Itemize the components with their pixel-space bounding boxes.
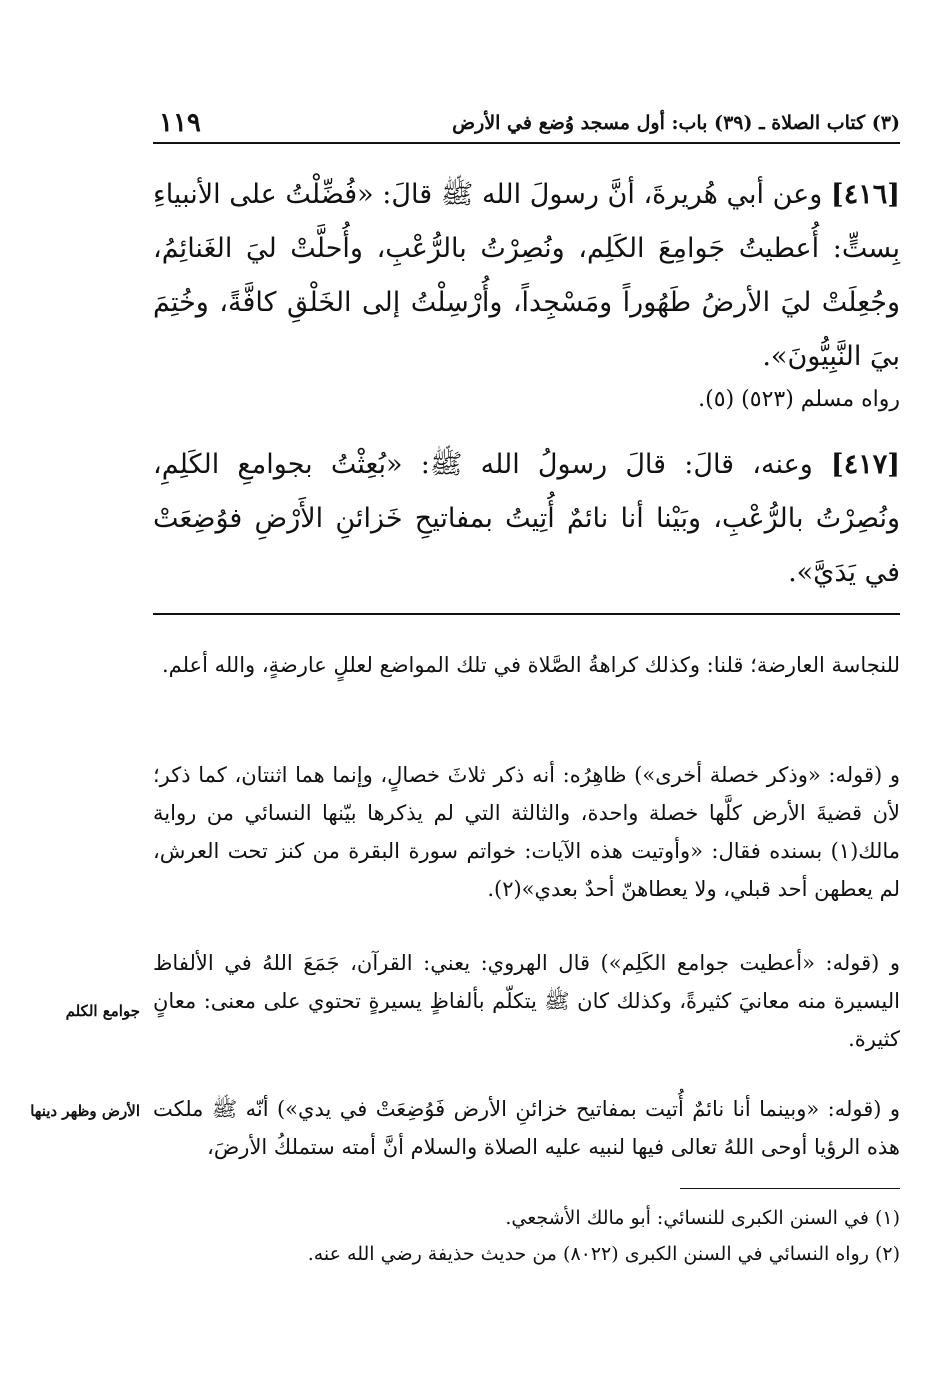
footnote: (٢) رواه النسائي في السنن الكبرى (٨٠٢٢) من حديث حذيفة رضي الله عنه. — [307, 1243, 900, 1265]
margin-note: الأرض وظهر دينها — [30, 1102, 140, 1120]
page-number: ١١٩ — [159, 108, 201, 138]
margin-note: جوامع الكلم — [65, 1002, 140, 1020]
footnotes — [153, 1200, 900, 1272]
header-rule — [153, 142, 900, 144]
commentary-paragraph: و (قوله: «وبينما أنا نائمٌ أُتيت بمفاتيح خزائنِ الأرض فَوُضِعَتْ في يدي») أنّه ﷺ ملكت هذه الرؤيا أوحى اللهُ تعالى فيها لنبيه عليه الصلاة والسلام أنَّ أمته ستملكُ الأرضَ، — [153, 1097, 900, 1159]
commentary-paragraph: للنجاسة العارضة؛ قلنا: وكذلك كراهةُ الصَّلاة في تلك المواضع لعللٍ عارضةٍ، والله أعلم. — [161, 653, 900, 677]
hadith-text: وعن أبي هُريرةَ، أنَّ رسولَ الله ﷺ قالَ: «فُضِّلْتُ على الأنبياءِ بِستٍّ: أُعطيتُ جَوامِعَ الكَلِم، ونُصِرْتُ بالرُّعْبِ، وأُحلَّتْ ليَ الغَنائِمُ، وجُعِلَتْ ليَ الأرضُ طَهُوراً ومَسْجِداً، وأُرْسِلْتُ إلى الخَلْقِ كافَّةً، وخُتِمَ بيَ النَّبِيُّونَ». — [153, 179, 900, 372]
hadith-number: [٤١٦] — [830, 179, 900, 210]
page-header — [153, 108, 900, 140]
commentary-paragraph: و (قوله: «وذكر خصلة أخرى») ظاهِرُه: أنه ذكر ثلاثَ خصالٍ، وإنما هما اثنتان، كما ذكر؛ لأن قضيةَ الأرض كلَّها خصلة واحدة، والثالثة التي لم يذكرها بيّنها النسائي من رواية مالك(١) بسنده فقال: «وأوتيت هذه الآيات: خواتم سورة البقرة من كنز تحت العرش، لم يعطهن أحد قبلي، ولا يعطاهنّ أحدٌ بعدي»(٢). — [153, 763, 900, 901]
running-head: (٣) كتاب الصلاة ـ (٣٩) باب: أول مسجد وُضع في الأرض — [452, 112, 900, 134]
section-divider — [153, 613, 900, 615]
narration-source: رواه مسلم (٥٢٣) (٥). — [698, 387, 900, 412]
hadith-number: [٤١٧] — [830, 449, 900, 480]
footnote: (١) في السنن الكبرى للنسائي: أبو مالك الأشجعي. — [505, 1207, 900, 1229]
hadith-416 — [153, 168, 900, 384]
hadith-417 — [153, 438, 900, 600]
commentary-paragraph: و (قوله: «أعطيت جوامع الكَلِم») قال الهروي: يعني: القرآن، جَمَعَ اللهُ في الألفاظ اليسيرة منه معانيَ كثيرةً، وكذلك كان ﷺ يتكلّم بألفاظٍ يسيرةٍ تحتوي على معنى: معانٍ كثيرة. — [153, 951, 900, 1051]
footnote-divider — [680, 1188, 900, 1189]
hadith-text: وعنه، قالَ: قالَ رسولُ الله ﷺ: «بُعِثْتُ بجوامعِ الكَلِمِ، ونُصِرْتُ بالرُّعْبِ، وبَيْنا أنا نائمٌ أُتِيتُ بمفاتيحِ خَزائنِ الأَرْضِ فوُضِعَتْ في يَدَيَّ». — [153, 449, 900, 588]
